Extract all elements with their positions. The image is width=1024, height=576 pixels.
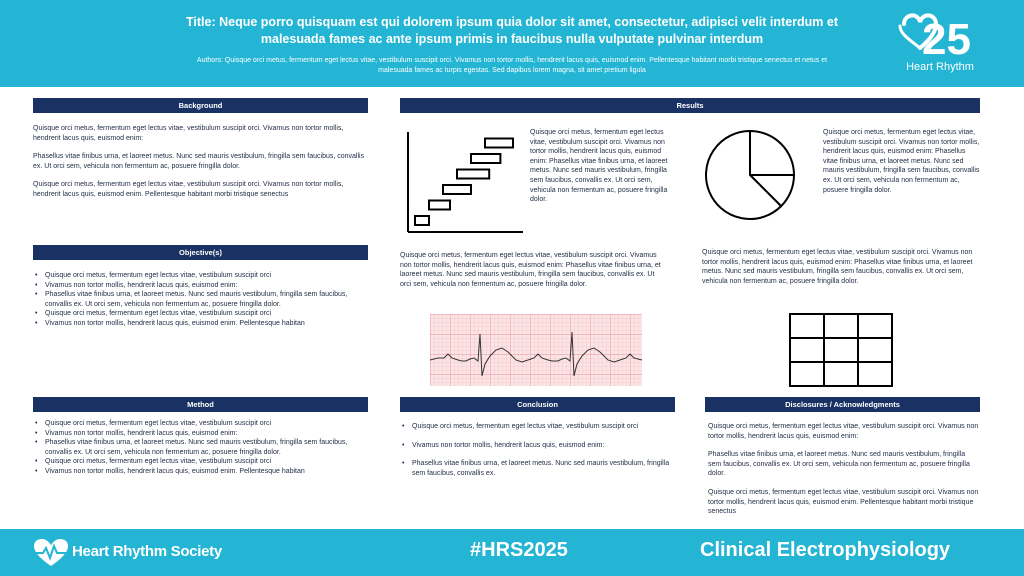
table-cell <box>824 362 858 386</box>
method-text <box>33 419 368 477</box>
results-pie-chart-text: Quisque orci metus, fermentum eget lectus vitae, vestibulum suscipit orci. Vivamus non tortor mollis, hendrerit lacus quis, euismod enim: Phasellus vitae finibus urna, et laoreet metus. Nunc sed mauris vestibulum, fringilla sem faucibus, convallis ex. Ut orci sem, vehicula non fermentum ac, posuere fringilla dolor. <box>823 129 980 194</box>
objective-item: • Quisque orci metus, fermentum eget lectus vitae, vestibulum suscipit orci <box>33 271 368 281</box>
method-heading: Method <box>33 397 368 412</box>
heart-25-icon <box>890 10 990 62</box>
heart-rhythm-25-logo <box>890 10 990 78</box>
background-paragraph: Quisque orci metus, fermentum eget lectus vitae, vestibulum suscipit orci. Vivamus non tortor mollis, hendrerit lacus quis, euismod enim: <box>33 125 344 142</box>
disclosures-heading: Disclosures / Acknowledgments <box>705 397 980 412</box>
bar-5 <box>471 154 500 163</box>
ecg-strip-image <box>430 314 642 386</box>
bar-2 <box>429 201 450 210</box>
objective-item: • Vivamus non tortor mollis, hendrerit lacus quis, euismod enim. Pellentesque habitan <box>33 319 368 329</box>
results-grid-table <box>788 312 894 388</box>
logo-number: 25 <box>922 15 971 62</box>
disclosures-paragraph: Phasellus vitae finibus urna, et laoreet metus. Nunc sed mauris vestibulum, fringilla sem faucibus, convallis ex. Ut orci sem, vehicula non fermentum ac, posuere fringilla dolor. <box>708 451 970 478</box>
method-item: • Quisque orci metus, fermentum eget lectus vitae, vestibulum suscipit orci <box>33 419 368 429</box>
conclusion-heading: Conclusion <box>400 397 675 412</box>
objective-item: • Vivamus non tortor mollis, hendrerit lacus quis, euismod enim: <box>33 281 368 291</box>
disclosures-text <box>708 422 980 526</box>
table-cell <box>790 338 824 362</box>
results-heading: Results <box>400 98 980 113</box>
background-text <box>33 124 368 209</box>
poster-authors: Authors: Quisque orci metus, fermentum eget lectus vitae, vestibulum suscipit orci. Vivamus non tortor mollis, hendrerit lacus quis, euismod enim. Pellentesque habitant morbi tristique senectus et netus et malesuada fames ac turpis egestas. Sed dapibus lorem magna, sit amet pretium ligula <box>196 57 828 74</box>
disclosures-paragraph: Quisque orci metus, fermentum eget lectus vitae, vestibulum suscipit orci. Vivamus non tortor mollis, hendrerit lacus quis, euismod enim: <box>708 423 979 440</box>
conclusion-item: • Phasellus vitae finibus urna, et laoreet metus. Nunc sed mauris vestibulum, fringilla sem faucibus, convallis ex. <box>400 459 675 478</box>
method-item: • Vivamus non tortor mollis, hendrerit lacus quis, euismod enim: <box>33 429 368 439</box>
header-banner <box>0 0 1024 87</box>
bar-6 <box>485 139 513 148</box>
logo-text: Heart Rhythm <box>906 61 974 73</box>
bar-3 <box>443 185 471 194</box>
conclusion-text <box>400 422 675 487</box>
table-cell <box>858 338 892 362</box>
conference-hashtag: #HRS2025 <box>470 539 568 561</box>
table-cell <box>858 314 892 338</box>
pie-slice-1 <box>750 131 794 175</box>
results-bar-chart-text: Quisque orci metus, fermentum eget lectus vitae, vestibulum suscipit orci. Vivamus non tortor mollis, hendrerit lacus quis, euismod enim: Phasellus vitae finibus urna, et laoreet metus. Nunc sed mauris vestibulum, fringilla sem faucibus, convallis ex. Ut orci sem, vehicula non fermentum ac, posuere fringilla dolor. <box>530 129 668 204</box>
method-item: • Phasellus vitae finibus urna, et laoreet metus. Nunc sed mauris vestibulum, fringilla sem faucibus, convallis ex. Ut orci sem, vehicula non fermentum ac, posuere fringilla dolor. <box>33 438 368 457</box>
table-cell <box>858 362 892 386</box>
results-ecg-text: Quisque orci metus, fermentum eget lectus vitae, vestibulum suscipit orci. Vivamus non tortor mollis, hendrerit lacus quis, euismod enim: Phasellus vitae finibus urna, et laoreet metus. Nunc sed mauris vestibulum, fringilla sem faucibus, convallis ex. Ut orci sem, vehicula non fermentum ac, posuere fringilla dolor. <box>400 252 661 288</box>
ecg-grid <box>430 314 642 386</box>
objectives-heading: Objective(s) <box>33 245 368 260</box>
method-item: • Quisque orci metus, fermentum eget lectus vitae, vestibulum suscipit orci <box>33 457 368 467</box>
society-name: Heart Rhythm Society <box>72 543 222 560</box>
conclusion-item: • Quisque orci metus, fermentum eget lectus vitae, vestibulum suscipit orci <box>400 422 675 432</box>
table-cell <box>824 338 858 362</box>
objective-item: • Phasellus vitae finibus urna, et laoreet metus. Nunc sed mauris vestibulum, fringilla sem faucibus, convallis ex. Ut orci sem, vehicula non fermentum ac, posuere fringilla dolor. <box>33 290 368 309</box>
bar-1 <box>415 216 429 225</box>
poster-track: Clinical Electrophysiology <box>700 539 951 561</box>
heart-rhythm-society-icon <box>32 538 70 568</box>
table-cells <box>790 314 892 386</box>
method-item: • Vivamus non tortor mollis, hendrerit lacus quis, euismod enim. Pellentesque habitan <box>33 467 368 477</box>
objectives-text <box>33 271 368 329</box>
bar-4 <box>457 170 489 179</box>
background-paragraph: Phasellus vitae finibus urna, et laoreet metus. Nunc sed mauris vestibulum, fringilla sem faucibus, convallis ex. Ut orci sem, vehicula non fermentum ac, posuere fringilla dolor. <box>33 153 365 170</box>
results-bar-chart <box>405 130 525 235</box>
bar-chart-bars <box>415 139 513 226</box>
results-pie-chart <box>703 128 797 222</box>
pie-chart-slices <box>706 131 794 219</box>
background-heading: Background <box>33 98 368 113</box>
table-cell <box>824 314 858 338</box>
results-table-text: Quisque orci metus, fermentum eget lectus vitae, vestibulum suscipit orci. Vivamus non tortor mollis, hendrerit lacus quis, euismod enim: Phasellus vitae finibus urna, et laoreet metus. Nunc sed mauris vestibulum, fringilla sem faucibus, convallis ex. Ut orci sem, vehicula non fermentum ac, posuere fringilla dolor. <box>702 249 973 285</box>
background-paragraph: Quisque orci metus, fermentum eget lectus vitae, vestibulum suscipit orci. Vivamus non tortor mollis, hendrerit lacus quis, euismod enim. Pellentesque habitant morbi tristique senectus <box>33 181 344 198</box>
conclusion-item: • Vivamus non tortor mollis, hendrerit lacus quis, euismod enim: <box>400 441 675 451</box>
objective-item: • Quisque orci metus, fermentum eget lectus vitae, vestibulum suscipit orci <box>33 309 368 319</box>
disclosures-paragraph: Quisque orci metus, fermentum eget lectus vitae, vestibulum suscipit orci. Vivamus non tortor mollis, hendrerit lacus quis, euismod enim. Pellentesque habitant morbi tristique senectus <box>708 488 979 516</box>
table-cell <box>790 362 824 386</box>
poster-title: Title: Neque porro quisquam est qui dolorem ipsum quia dolor sit amet, consectetur, adipisci velit interdum et malesuada fames ac ante ipsum primis in faucibus nulla vulputate pulvinar interdum <box>186 15 838 46</box>
footer-banner <box>0 529 1024 576</box>
table-cell <box>790 314 824 338</box>
